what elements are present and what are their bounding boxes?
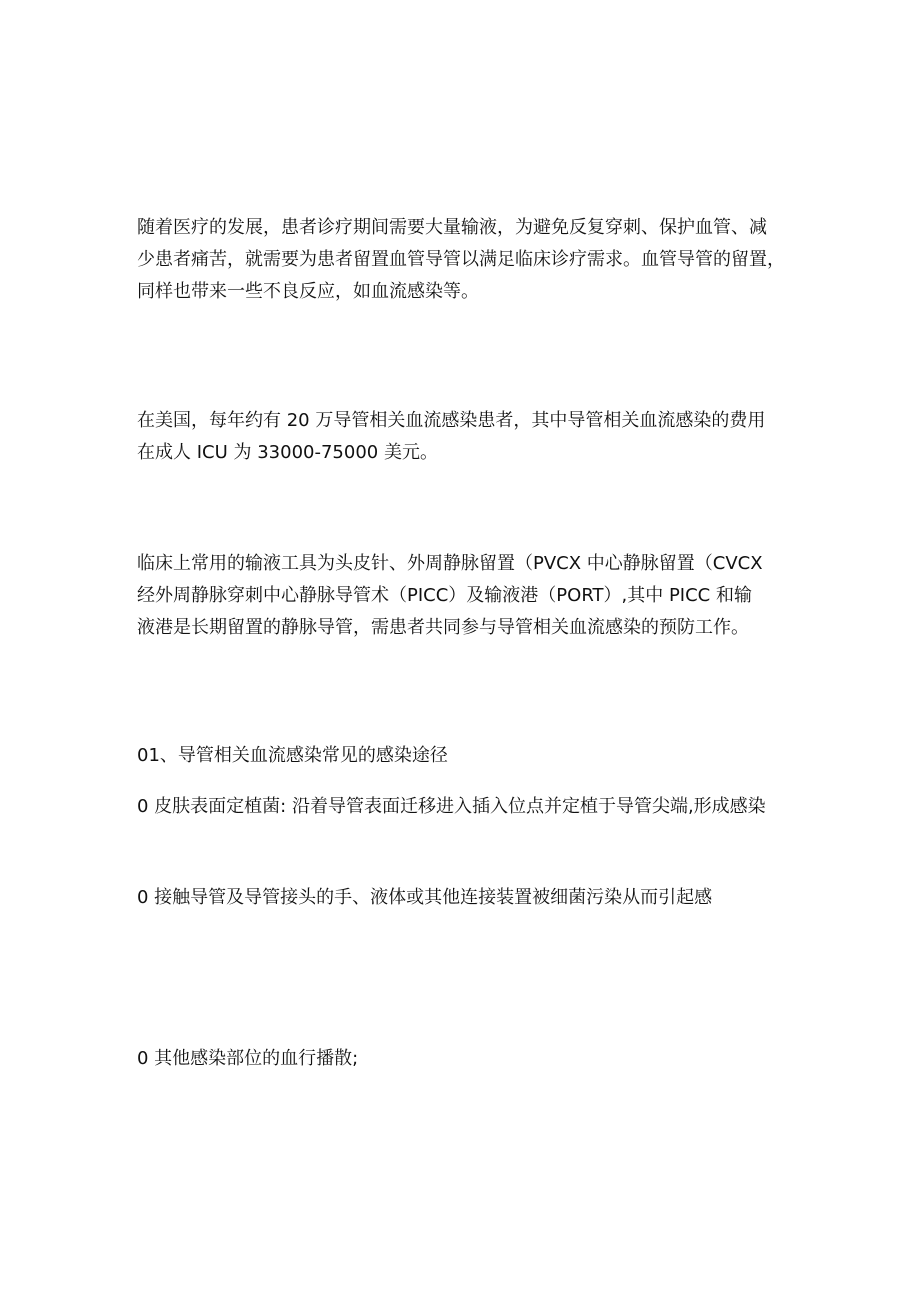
paragraph-line: 液港是长期留置的静脉导管，需患者共同参与导管相关血流感染的预防工作。	[137, 617, 749, 638]
list-item: 0 皮肤表面定植菌: 沿着导管表面迁移进入插入位点并定植于导管尖端,形成感染	[137, 796, 766, 817]
list-item: 0 其他感染部位的血行播散;	[137, 1048, 359, 1069]
paragraph-line: 同样也带来一些不良反应，如血流感染等。	[137, 281, 479, 302]
list-item: 0 接触导管及导管接头的手、液体或其他连接装置被细菌污染从而引起感	[137, 887, 713, 908]
paragraph-line: 经外周静脉穿刺中心静脉导管术（PICC）及输液港（PORT）,其中 PICC 和输	[137, 585, 752, 606]
paragraph-line: 在成人 ICU 为 33000-75000 美元。	[137, 442, 438, 463]
paragraph-line: 少患者痛苦，就需要为患者留置血管导管以满足临床诊疗需求。血管导管的留置，	[137, 249, 785, 270]
paragraph-statistics	[137, 405, 797, 469]
paragraph-line: 在美国，每年约有 20 万导管相关血流感染患者，其中导管相关血流感染的费用	[137, 410, 766, 431]
paragraph-intro	[137, 212, 797, 308]
paragraph-infusion-tools	[137, 548, 797, 644]
paragraph-line: 临床上常用的输液工具为头皮针、外周静脉留置（PVCX 中心静脉留置（CVCX	[137, 553, 763, 574]
paragraph-line: 随着医疗的发展，患者诊疗期间需要大量输液，为避免反复穿刺、保护血管、减	[137, 217, 767, 238]
section-heading: 01、导管相关血流感染常见的感染途径	[137, 745, 448, 766]
